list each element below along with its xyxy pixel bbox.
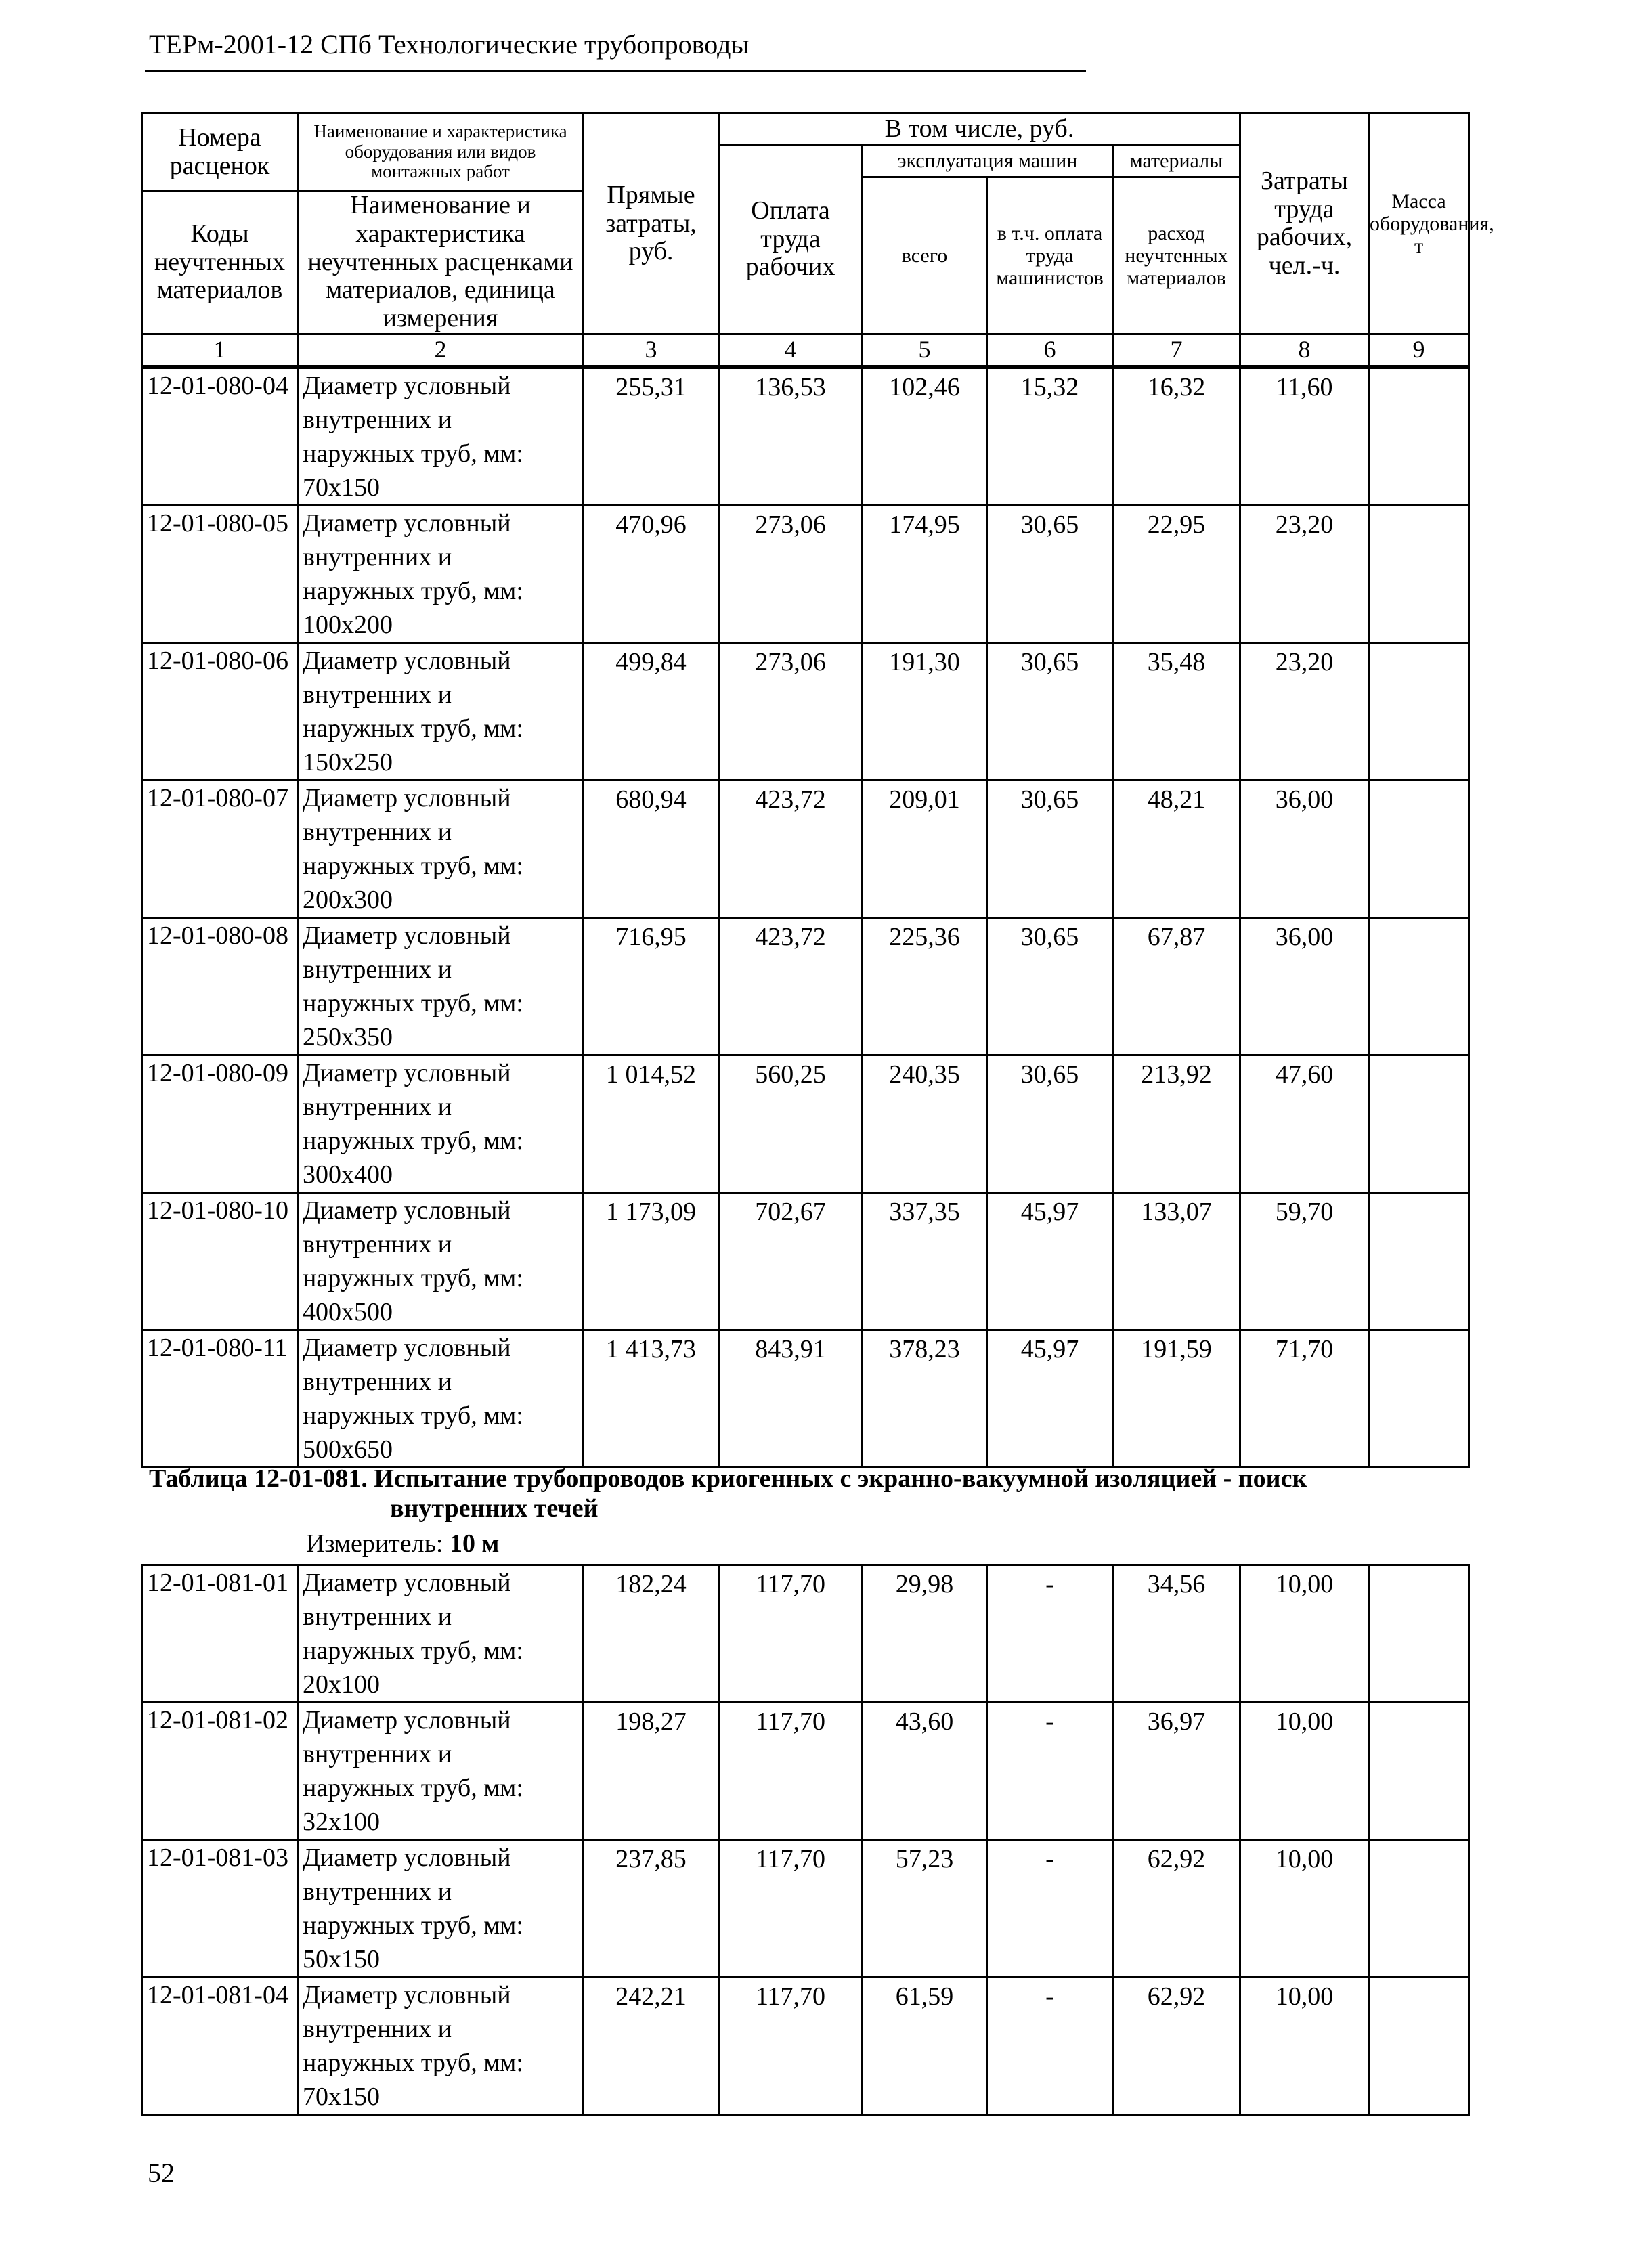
work-name-line: наружных труб, мм: (303, 989, 523, 1018)
pipe-size: 150x250 (303, 748, 393, 777)
operators-pay-value: 30,65 (987, 781, 1113, 918)
labor-hours-value: 59,70 (1240, 1193, 1369, 1330)
rates-table-081 (141, 1564, 1470, 2116)
pipe-size: 70x150 (303, 2082, 380, 2111)
header-rule (145, 70, 1086, 72)
header-labor-pay: Оплата труда рабочих (719, 145, 863, 334)
materials-value: 22,95 (1113, 506, 1240, 643)
header-machine-operation: эксплуатация машин (863, 145, 1113, 177)
operators-pay-value: 15,32 (987, 368, 1113, 506)
direct-costs-value: 242,21 (584, 1978, 719, 2115)
work-name (298, 1978, 584, 2115)
header-number-8: 8 (1240, 334, 1369, 366)
labor-hours-value: 23,20 (1240, 643, 1369, 781)
labor-pay-value: 273,06 (719, 506, 863, 643)
rate-code: 12-01-081-03 (142, 1840, 298, 1978)
labor-hours-value: 36,00 (1240, 781, 1369, 918)
header-number-3: 3 (584, 334, 719, 366)
direct-costs-value: 255,31 (584, 368, 719, 506)
work-name (298, 781, 584, 918)
header-machines-total: всего (863, 177, 987, 334)
direct-costs-value: 237,85 (584, 1840, 719, 1978)
materials-value: 34,56 (1113, 1565, 1240, 1703)
table-row (142, 1565, 1469, 1703)
operators-pay-value: - (987, 1840, 1113, 1978)
operators-pay-value: 45,97 (987, 1193, 1113, 1330)
materials-value: 213,92 (1113, 1055, 1240, 1193)
work-name-line: внутренних и (303, 818, 452, 846)
operators-pay-value: 45,97 (987, 1330, 1113, 1468)
work-name-line: наружных труб, мм: (303, 1264, 523, 1292)
materials-value: 133,07 (1113, 1193, 1240, 1330)
work-name (298, 1840, 584, 1978)
labor-pay-value: 560,25 (719, 1055, 863, 1193)
table-row (142, 1978, 1469, 2115)
pipe-size: 20x100 (303, 1670, 380, 1699)
rate-code: 12-01-081-01 (142, 1565, 298, 1703)
table-row (142, 1703, 1469, 1840)
equipment-mass-value (1369, 368, 1469, 506)
table-row (142, 1193, 1469, 1330)
direct-costs-value: 470,96 (584, 506, 719, 643)
pipe-size: 50x150 (303, 1945, 380, 1973)
labor-pay-value: 423,72 (719, 781, 863, 918)
equipment-mass-value (1369, 1703, 1469, 1840)
rate-code: 12-01-080-05 (142, 506, 298, 643)
work-name-line: внутренних и (303, 543, 452, 571)
labor-pay-value: 273,06 (719, 643, 863, 781)
materials-value: 67,87 (1113, 918, 1240, 1055)
header-including-group: В том числе, руб. (719, 114, 1240, 145)
operators-pay-value: - (987, 1565, 1113, 1703)
header-equipment-mass: Масса оборудования, т (1369, 114, 1469, 334)
rate-code: 12-01-081-04 (142, 1978, 298, 2115)
operators-pay-value: 30,65 (987, 506, 1113, 643)
pipe-size: 200x300 (303, 886, 393, 914)
table-row (142, 643, 1469, 781)
equipment-mass-value (1369, 506, 1469, 643)
labor-pay-value: 136,53 (719, 368, 863, 506)
header-number-4: 4 (719, 334, 863, 366)
rate-code: 12-01-080-09 (142, 1055, 298, 1193)
work-name-line: наружных труб, мм: (303, 852, 523, 880)
table-row (142, 1840, 1469, 1978)
rate-code: 12-01-080-11 (142, 1330, 298, 1468)
machines-total-value: 225,36 (863, 918, 987, 1055)
work-name-line: наружных труб, мм: (303, 439, 523, 468)
machines-total-value: 57,23 (863, 1840, 987, 1978)
materials-value: 62,92 (1113, 1840, 1240, 1978)
equipment-mass-value (1369, 781, 1469, 918)
equipment-mass-value (1369, 1840, 1469, 1978)
work-name (298, 1193, 584, 1330)
work-name-line: внутренних и (303, 680, 452, 709)
labor-pay-value: 843,91 (719, 1330, 863, 1468)
work-name-line: наружных труб, мм: (303, 1774, 523, 1802)
work-name-line: внутренних и (303, 1740, 452, 1768)
rate-code: 12-01-080-04 (142, 368, 298, 506)
work-name-line: внутренних и (303, 2015, 452, 2043)
table-row (142, 368, 1469, 506)
materials-value: 36,97 (1113, 1703, 1240, 1840)
direct-costs-value: 198,27 (584, 1703, 719, 1840)
labor-hours-value: 10,00 (1240, 1565, 1369, 1703)
equipment-mass-value (1369, 918, 1469, 1055)
work-name (298, 368, 584, 506)
table-row (142, 1330, 1469, 1468)
work-name-line: внутренних и (303, 1368, 452, 1396)
work-name (298, 918, 584, 1055)
labor-hours-value: 47,60 (1240, 1055, 1369, 1193)
labor-hours-value: 10,00 (1240, 1978, 1369, 2115)
work-name-line: наружных труб, мм: (303, 577, 523, 605)
rate-code: 12-01-080-08 (142, 918, 298, 1055)
materials-value: 16,32 (1113, 368, 1240, 506)
work-name-line: внутренних и (303, 1093, 452, 1121)
labor-pay-value: 117,70 (719, 1840, 863, 1978)
work-name-line: Диаметр условный (303, 921, 511, 950)
work-name-line: Диаметр условный (303, 1844, 511, 1872)
direct-costs-value: 1 413,73 (584, 1330, 719, 1468)
work-name-line: внутренних и (303, 1602, 452, 1631)
pipe-size: 400x500 (303, 1298, 393, 1326)
equipment-mass-value (1369, 643, 1469, 781)
header-number-7: 7 (1113, 334, 1240, 366)
operators-pay-value: - (987, 1978, 1113, 2115)
work-name-line: наружных труб, мм: (303, 1911, 523, 1940)
labor-hours-value: 36,00 (1240, 918, 1369, 1055)
header-number-1: 1 (142, 334, 298, 366)
machines-total-value: 337,35 (863, 1193, 987, 1330)
machines-total-value: 29,98 (863, 1565, 987, 1703)
work-name-line: Диаметр условный (303, 784, 511, 812)
pipe-size: 70x150 (303, 473, 380, 502)
machines-total-value: 102,46 (863, 368, 987, 506)
header-number-6: 6 (987, 334, 1113, 366)
direct-costs-value: 1 014,52 (584, 1055, 719, 1193)
work-name-line: внутренних и (303, 1230, 452, 1259)
column-header-table (141, 112, 1494, 367)
pipe-size: 32x100 (303, 1808, 380, 1836)
rate-code: 12-01-080-06 (142, 643, 298, 781)
header-material-codes: Коды неучтенных материалов (142, 191, 298, 334)
header-material-name: Наименование и характеристика неучтенных расценками материалов, единица измерения (298, 191, 584, 334)
machines-total-value: 240,35 (863, 1055, 987, 1193)
direct-costs-value: 182,24 (584, 1565, 719, 1703)
header-labor-hours: Затраты труда рабочих, чел.-ч. (1240, 114, 1369, 334)
page-header: ТЕРм-2001-12 СПб Технологические трубопроводы (149, 29, 749, 60)
labor-hours-value: 71,70 (1240, 1330, 1369, 1468)
work-name-line: Диаметр условный (303, 1981, 511, 2009)
work-name-line: Диаметр условный (303, 647, 511, 675)
work-name (298, 1330, 584, 1468)
table-row (142, 506, 1469, 643)
table-caption-line-2: внутренних течей (390, 1494, 599, 1523)
labor-pay-value: 117,70 (719, 1978, 863, 2115)
work-name (298, 1703, 584, 1840)
direct-costs-value: 499,84 (584, 643, 719, 781)
labor-hours-value: 11,60 (1240, 368, 1369, 506)
work-name-line: Диаметр условный (303, 1569, 511, 1597)
operators-pay-value: - (987, 1703, 1113, 1840)
table-row (142, 781, 1469, 918)
work-name-line: Диаметр условный (303, 1059, 511, 1087)
direct-costs-value: 680,94 (584, 781, 719, 918)
equipment-mass-value (1369, 1978, 1469, 2115)
rate-code: 12-01-080-10 (142, 1193, 298, 1330)
operators-pay-value: 30,65 (987, 918, 1113, 1055)
work-name (298, 643, 584, 781)
measure-unit (306, 1527, 499, 1560)
direct-costs-value: 716,95 (584, 918, 719, 1055)
materials-value: 35,48 (1113, 643, 1240, 781)
header-number-5: 5 (863, 334, 987, 366)
equipment-mass-value (1369, 1193, 1469, 1330)
machines-total-value: 43,60 (863, 1703, 987, 1840)
machines-total-value: 378,23 (863, 1330, 987, 1468)
machines-total-value: 174,95 (863, 506, 987, 643)
equipment-mass-value (1369, 1565, 1469, 1703)
labor-hours-value: 10,00 (1240, 1703, 1369, 1840)
direct-costs-value: 1 173,09 (584, 1193, 719, 1330)
header-number-9: 9 (1369, 334, 1469, 366)
pipe-size: 100x200 (303, 611, 393, 639)
rate-code: 12-01-081-02 (142, 1703, 298, 1840)
machines-total-value: 61,59 (863, 1978, 987, 2115)
work-name-line: внутренних и (303, 1877, 452, 1906)
machines-total-value: 191,30 (863, 643, 987, 781)
table-row (142, 1055, 1469, 1193)
materials-value: 62,92 (1113, 1978, 1240, 2115)
labor-pay-value: 702,67 (719, 1193, 863, 1330)
work-name-line: внутренних и (303, 406, 452, 434)
work-name-line: наружных труб, мм: (303, 1127, 523, 1155)
operators-pay-value: 30,65 (987, 643, 1113, 781)
machines-total-value: 209,01 (863, 781, 987, 918)
pipe-size: 500x650 (303, 1435, 393, 1464)
materials-value: 191,59 (1113, 1330, 1240, 1468)
work-name-line: внутренних и (303, 955, 452, 984)
work-name-line: наружных труб, мм: (303, 2049, 523, 2077)
labor-hours-value: 10,00 (1240, 1840, 1369, 1978)
page-number: 52 (148, 2158, 175, 2188)
table-caption-line-1: Таблица 12-01-081. Испытание трубопроводов криогенных с экранно-вакуумной изоляцией - поиск (149, 1464, 1307, 1493)
work-name-line: Диаметр условный (303, 1196, 511, 1225)
rate-code: 12-01-080-07 (142, 781, 298, 918)
header-unaccounted-materials: расход неучтенных материалов (1113, 177, 1240, 334)
work-name (298, 506, 584, 643)
materials-value: 48,21 (1113, 781, 1240, 918)
header-rate-number: Номера расценок (142, 114, 298, 191)
header-number-2: 2 (298, 334, 584, 366)
pipe-size: 300x400 (303, 1160, 393, 1189)
header-work-name: Наименование и характеристика оборудования или видов монтажных работ (298, 114, 584, 191)
table-row (142, 918, 1469, 1055)
labor-hours-value: 23,20 (1240, 506, 1369, 643)
labor-pay-value: 423,72 (719, 918, 863, 1055)
pipe-size: 250x350 (303, 1023, 393, 1051)
measure-value: 10 м (450, 1529, 500, 1558)
work-name-line: Диаметр условный (303, 1334, 511, 1362)
header-direct-costs: Прямые затраты, руб. (584, 114, 719, 334)
work-name-line: наружных труб, мм: (303, 1401, 523, 1430)
labor-pay-value: 117,70 (719, 1565, 863, 1703)
work-name-line: Диаметр условный (303, 372, 511, 400)
work-name-line: наружных труб, мм: (303, 1636, 523, 1665)
work-name (298, 1565, 584, 1703)
header-materials: материалы (1113, 145, 1240, 177)
work-name-line: наружных труб, мм: (303, 714, 523, 743)
rates-table-080 (141, 367, 1470, 1468)
header-operators-pay: в т.ч. оплата труда машинистов (987, 177, 1113, 334)
work-name-line: Диаметр условный (303, 509, 511, 538)
work-name-line: Диаметр условный (303, 1706, 511, 1735)
labor-pay-value: 117,70 (719, 1703, 863, 1840)
measure-label: Измеритель: (306, 1529, 443, 1558)
equipment-mass-value (1369, 1330, 1469, 1468)
equipment-mass-value (1369, 1055, 1469, 1193)
table-caption (149, 1464, 1435, 1523)
work-name (298, 1055, 584, 1193)
operators-pay-value: 30,65 (987, 1055, 1113, 1193)
